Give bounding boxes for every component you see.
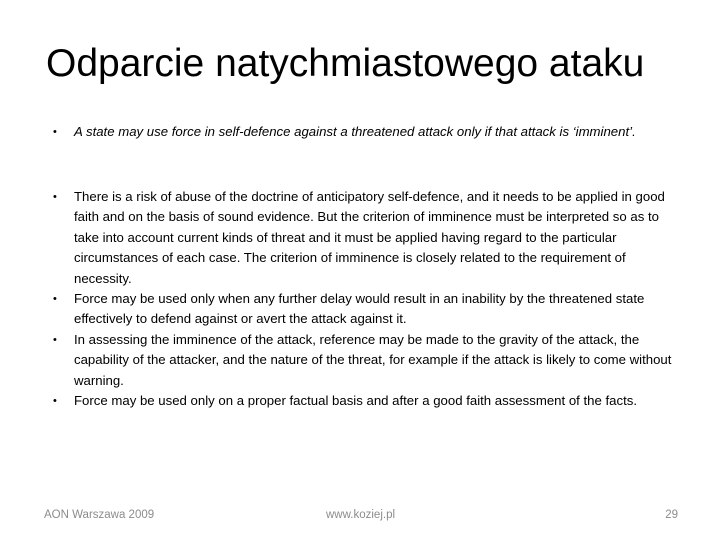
bullet-point-icon: • [53,395,57,407]
bullet-text-risk-of-abuse: There is a risk of abuse of the doctrine of anticipatory self-defence, and it needs to be applied in good faith and on the basis of sound evidence. But the criterion of imminence must be interpreted so as to take into account current kinds of threat and it must be applied having regard to the particular circumstances of each case. The criterion of imminence is closely related to the requirement of necessity. [74,189,665,286]
bullet-point-icon: • [53,293,57,305]
footer-website: www.koziej.pl [326,509,396,521]
slide-title: Odparcie natychmiastowego ataku [46,42,645,85]
bullet-text-factual-basis: Force may be used only on a proper factual basis and after a good faith assessment of the facts. [74,393,637,408]
bullet-text-imminent: A state may use force in self-defence against a threatened attack only if that attack is ‘imminent’. [74,124,636,139]
footer-left-label: AON Warszawa 2009 [44,509,155,521]
page-number: 29 [665,509,678,521]
bullet-text-assessing-imminence: In assessing the imminence of the attack, reference may be made to the gravity of the attack, the capability of the attacker, and the nature of the threat, for example if the attack is likely to come without warning. [74,332,672,388]
bullet-point-icon: • [53,191,57,203]
bullet-point-icon: • [53,126,57,138]
bullet-text-further-delay: Force may be used only when any further delay would result in an inability by the threatened state effectively to defend against or avert the attack against it. [74,291,645,327]
bullet-point-icon: • [53,334,57,346]
